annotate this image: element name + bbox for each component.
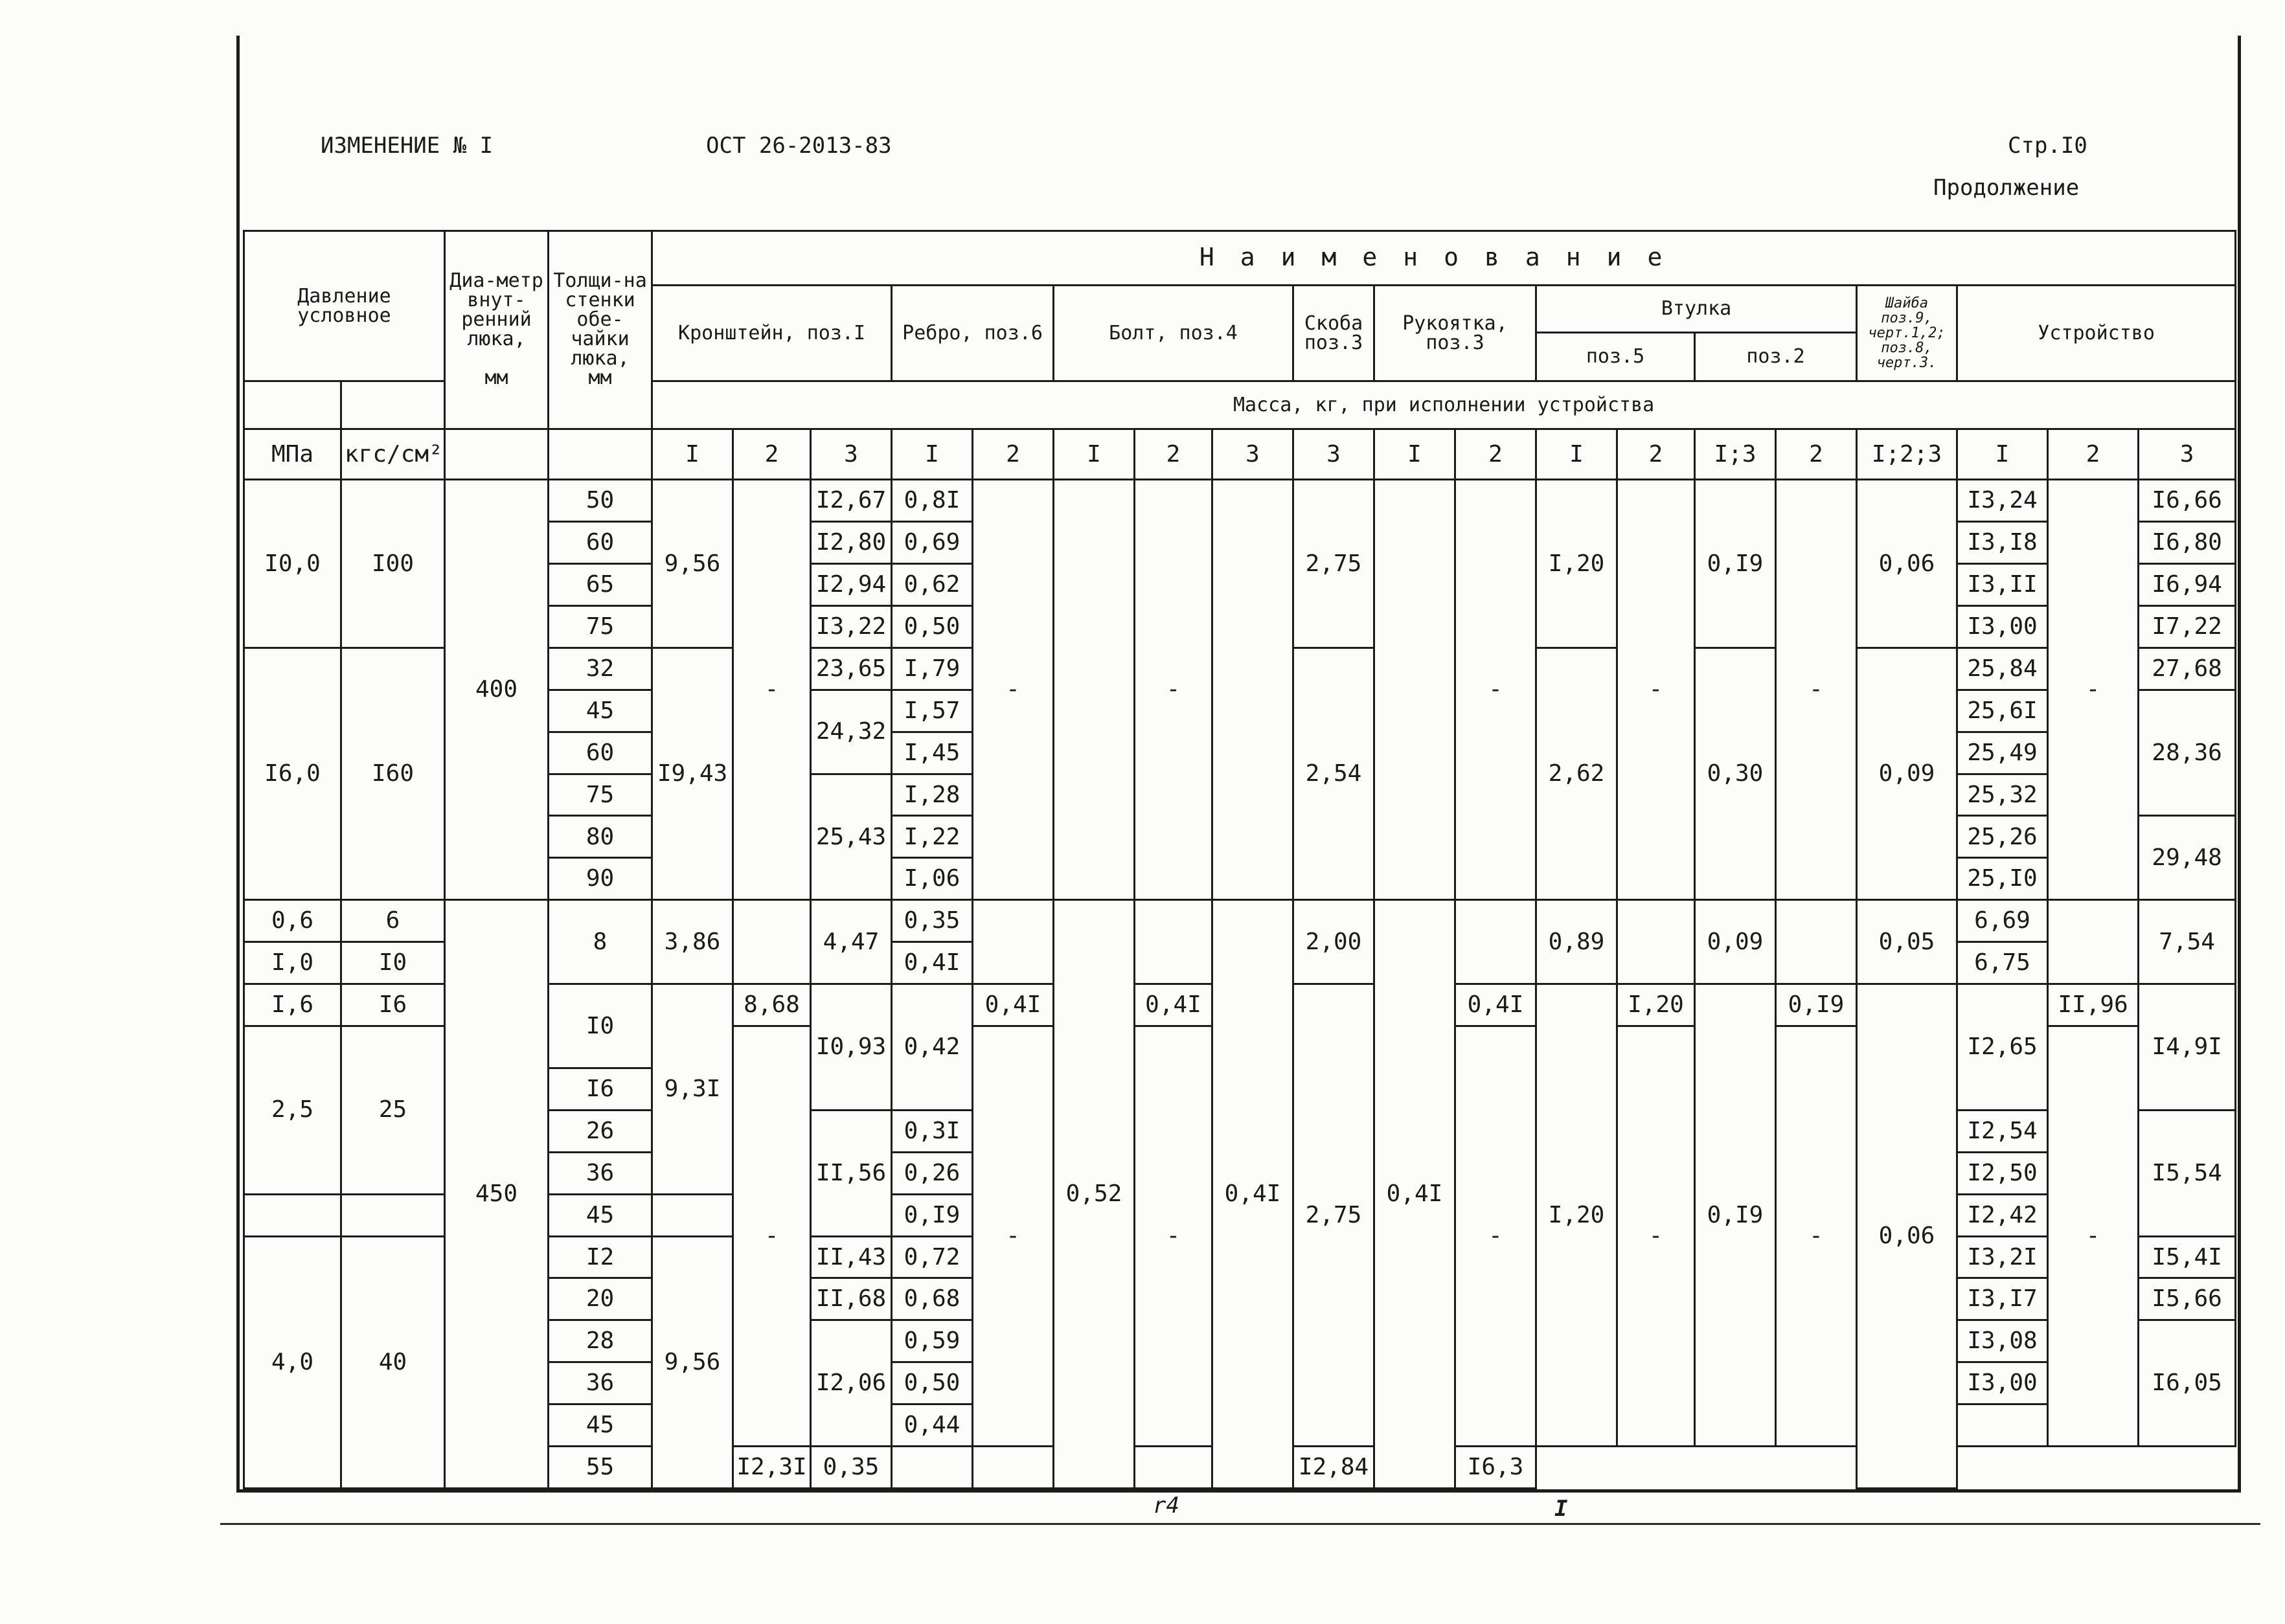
g4-sleeve5-2: I,20: [1617, 984, 1695, 1026]
washer-header: Шайба поз.9, черт.1,2; поз.8, черт.3.: [1857, 285, 1957, 381]
g5-rib1: 0,44: [892, 1404, 973, 1447]
g4-bracket1-blank: [652, 1194, 733, 1236]
g4-device1: I2,42: [1957, 1194, 2048, 1236]
g45-sleeve2-2: -: [1776, 1026, 1857, 1446]
change-number: ИЗМЕНЕНИЕ № I: [321, 133, 494, 159]
g3-mpa: I,0: [244, 942, 341, 984]
g2-thickness: 90: [549, 858, 652, 900]
g1-diameter: 400: [445, 480, 549, 900]
col-sleeve5-1: I: [1536, 429, 1617, 480]
col-bracket-2: 2: [733, 429, 811, 480]
g4-device3: I5,54: [2139, 1110, 2236, 1236]
col-device-1: I: [1957, 429, 2048, 480]
g4-rib1: 0,3I: [892, 1110, 973, 1152]
g1-clamp: 2,75: [1293, 480, 1374, 648]
g5-rib1: 0,35: [811, 1447, 892, 1489]
g1-washer: 0,06: [1857, 480, 1957, 648]
g5-bracket3: I2,3I: [733, 1447, 811, 1489]
g5-rib1: 0,72: [892, 1236, 973, 1278]
g5-thickness: 55: [549, 1447, 652, 1489]
g12-rib2: -: [973, 480, 1054, 900]
naming-header: Наименование: [652, 231, 2236, 286]
g2-bracket3: 25,43: [811, 774, 892, 900]
g2-thickness: 45: [549, 690, 652, 732]
g3-device2: [2048, 900, 2139, 984]
g5-kgf: 40: [341, 1236, 445, 1488]
g2-device1: 25,I0: [1957, 858, 2048, 900]
g5-bracket3: I2,06: [811, 1320, 892, 1447]
g345-bolt1: 0,52: [1054, 900, 1135, 1489]
g4-rib1: 0,26: [892, 1152, 973, 1194]
g2-device3: 28,36: [2139, 690, 2236, 816]
footer-rule: [220, 1523, 2260, 1525]
g4-thickness: I0: [549, 984, 652, 1068]
g4-thickness: 26: [549, 1110, 652, 1152]
g3-clamp: 2,00: [1293, 900, 1374, 984]
g5-thickness: 45: [549, 1404, 652, 1447]
g3-device1: 6,75: [1957, 942, 2048, 984]
g5-device3: I5,66: [2139, 1278, 2236, 1320]
col-bolt-2: 2: [1135, 429, 1212, 480]
g3-device3: 7,54: [2139, 900, 2236, 984]
g3-rib1: 0,35: [892, 900, 973, 942]
g4-device2: II,96: [2048, 984, 2139, 1026]
g1-rib1: 0,69: [892, 522, 973, 564]
col-handle-2: 2: [1455, 429, 1536, 480]
g45-sleeve5: I,20: [1536, 984, 1617, 1447]
g5-bracket3: II,43: [811, 1236, 892, 1278]
g5-device1: I2,84: [1293, 1447, 1374, 1489]
g4-bracket2: 8,68: [733, 984, 811, 1026]
g1-sleeve5: I,20: [1536, 480, 1617, 648]
sleeve-pos5-header: поз.5: [1536, 333, 1695, 381]
g2-bracket3: 24,32: [811, 690, 892, 774]
g1-rib1: 0,50: [892, 605, 973, 648]
g1-device1: I3,24: [1957, 480, 2048, 522]
col-bolt-1: I: [1054, 429, 1135, 480]
bolt-header: Болт, поз.4: [1054, 285, 1293, 381]
g1-thickness: 65: [549, 564, 652, 606]
g1-device3: I6,94: [2139, 564, 2236, 606]
thickness-unit-spacer: [549, 429, 652, 480]
g4-rib1: 0,42: [892, 984, 973, 1111]
g12-handle1: [1374, 480, 1455, 900]
g1-device3: I6,66: [2139, 480, 2236, 522]
g5-thickness: 36: [549, 1362, 652, 1404]
g2-washer: 0,09: [1857, 648, 1957, 899]
g4-handle2: 0,4I: [1455, 984, 1536, 1026]
handle-header: Рукоятка, поз.3: [1374, 285, 1536, 381]
g5-device3: I5,4I: [2139, 1236, 2236, 1278]
g2-sleeve2: 0,30: [1695, 648, 1776, 899]
g5-thickness: I2: [549, 1236, 652, 1278]
g2-thickness: 75: [549, 774, 652, 816]
col-sleeve2-13: I;3: [1695, 429, 1776, 480]
g2-sleeve5: 2,62: [1536, 648, 1617, 899]
g2-device1: 25,84: [1957, 648, 2048, 690]
g45-handle2: -: [1455, 1026, 1536, 1446]
diameter-unit-spacer: [445, 429, 549, 480]
g1-device1: I3,I8: [1957, 522, 2048, 564]
g1-device1: I3,II: [1957, 564, 2048, 606]
g1-sleeve2: 0,I9: [1695, 480, 1776, 648]
g5-thickness: 28: [549, 1320, 652, 1362]
sleeve-pos2-header: поз.2: [1695, 333, 1857, 381]
g2-rib1: I,22: [892, 816, 973, 858]
g4-device1: I2,65: [1957, 984, 2048, 1111]
diameter-header: Диа-метр внут-ренний люка, мм: [445, 231, 549, 429]
footer-mark-right: I: [1554, 1496, 1568, 1522]
g1-thickness: 50: [549, 480, 652, 522]
g2-kgf: I60: [341, 648, 445, 899]
g345-handle1: 0,4I: [1374, 900, 1455, 1489]
g3-bracket3: 4,47: [811, 900, 892, 984]
g2-thickness: 80: [549, 816, 652, 858]
g4-rib1: 0,I9: [892, 1194, 973, 1236]
g3-sleeve5: 0,89: [1536, 900, 1617, 984]
g12-handle2: -: [1455, 480, 1536, 900]
clamp-header: Скоба поз.3: [1293, 285, 1374, 381]
g2-thickness: 32: [549, 648, 652, 690]
g3-bracket2: [733, 900, 811, 984]
g3-kgf: I0: [341, 942, 445, 984]
g45-washer: 0,06: [1857, 984, 1957, 1489]
g12-sleeve2-2: -: [1776, 480, 1857, 900]
g1-bracket3: I2,67: [811, 480, 892, 522]
pressure-header: Давление условное: [244, 231, 445, 381]
g5-mpa: 4,0: [244, 1236, 341, 1488]
col-washer-123: I;2;3: [1857, 429, 1957, 480]
g1-thickness: 60: [549, 522, 652, 564]
g12-sleeve5-2: -: [1617, 480, 1695, 900]
thickness-header: Толщи-на стенки обе-чайки люка, мм: [549, 231, 652, 429]
g5-clamp-blank: [892, 1447, 973, 1489]
g45-sleeve5-2: -: [1617, 1026, 1695, 1446]
g1-bracket3: I2,80: [811, 522, 892, 564]
g3-sleeve2: 0,09: [1695, 900, 1776, 984]
g1-rib1: 0,62: [892, 564, 973, 606]
g1-kgf: I00: [341, 480, 445, 648]
g1-mpa: I0,0: [244, 480, 341, 648]
g3-sleeve2-2: [1776, 900, 1857, 984]
g3-mpa: 0,6: [244, 900, 341, 942]
g2-device1: 25,26: [1957, 816, 2048, 858]
g1-bracket3: I2,94: [811, 564, 892, 606]
g2-rib1: I,28: [892, 774, 973, 816]
g2-device1: 25,49: [1957, 732, 2048, 774]
g4-kgf: I6: [341, 984, 445, 1026]
g2-device3: 29,48: [2139, 816, 2236, 900]
g45-clamp: 2,75: [1293, 984, 1374, 1447]
pressure-mpa-spacer: [244, 381, 341, 429]
col-bracket-3: 3: [811, 429, 892, 480]
g2-device3: 27,68: [2139, 648, 2236, 690]
g12-bolt2: -: [1135, 480, 1212, 900]
footer-mark-left: r4: [1153, 1493, 1179, 1518]
g3-sleeve5-2: [1617, 900, 1695, 984]
g5-sleeve5-blank: [973, 1447, 1054, 1489]
g2-thickness: 60: [549, 732, 652, 774]
g3-rib1: 0,4I: [892, 942, 973, 984]
g5-device3: I6,3: [1455, 1447, 1536, 1489]
g3-thickness: 8: [549, 900, 652, 984]
g4-bolt2: 0,4I: [1135, 984, 1212, 1026]
col-handle-1: I: [1374, 429, 1455, 480]
g45-bolt2: -: [1135, 1026, 1212, 1446]
g345-bolt3: 0,4I: [1212, 900, 1293, 1489]
g45-bracket2: -: [733, 1026, 811, 1446]
g2-rib1: I,57: [892, 690, 973, 732]
g45-device2: -: [2048, 1026, 2139, 1446]
g2-device1: 25,32: [1957, 774, 2048, 816]
g345-diameter: 450: [445, 900, 549, 1489]
g4-thickness: I6: [549, 1068, 652, 1110]
g4-sleeve2-2: 0,I9: [1776, 984, 1857, 1026]
bracket-header: Кронштейн, поз.I: [652, 285, 892, 381]
g4-kgf: 25: [341, 1026, 445, 1194]
g5-device1: I3,00: [1957, 1362, 2048, 1404]
g3-rib2: [973, 900, 1054, 984]
col-rib-1: I: [892, 429, 973, 480]
g1-device3: I6,80: [2139, 522, 2236, 564]
g12-device2: -: [2048, 480, 2139, 900]
device-header: Устройство: [1957, 285, 2236, 381]
g3-washer: 0,05: [1857, 900, 1957, 984]
g5-device3: I6,05: [2139, 1320, 2236, 1447]
col-device-3: 3: [2139, 429, 2236, 480]
g2-clamp: 2,54: [1293, 648, 1374, 899]
g5-device1: I3,08: [1957, 1320, 2048, 1362]
g2-mpa: I6,0: [244, 648, 341, 899]
g12-bolt3: [1212, 480, 1293, 900]
g1-rib1: 0,8I: [892, 480, 973, 522]
g5-clamp-blank: [1957, 1404, 2048, 1447]
g5-rib1: 0,59: [892, 1320, 973, 1362]
g5-device1: I3,2I: [1957, 1236, 2048, 1278]
g4-device1: I2,50: [1957, 1152, 2048, 1194]
g4-bracket3: II,56: [811, 1110, 892, 1236]
g4-bracket1: 9,3I: [652, 984, 733, 1195]
g3-handle2: [1455, 900, 1536, 984]
mass-table: [243, 230, 2234, 1489]
g45-sleeve2: 0,I9: [1695, 984, 1776, 1447]
g4-bracket3: I0,93: [811, 984, 892, 1111]
g2-rib1: I,45: [892, 732, 973, 774]
sleeve-header: Втулка: [1536, 285, 1857, 332]
g4-mpa: I,6: [244, 984, 341, 1026]
g2-rib1: I,06: [892, 858, 973, 900]
g5-rib1: 0,50: [892, 1362, 973, 1404]
mass-header: Масса, кг, при исполнении устройства: [652, 381, 2236, 429]
g5-bracket3: II,68: [811, 1278, 892, 1320]
standard-number: ОСТ 26-2013-83: [706, 133, 892, 159]
col-sleeve5-2: 2: [1617, 429, 1695, 480]
g12-bolt1: [1054, 480, 1135, 900]
g1-bracket1: 9,56: [652, 480, 733, 648]
g1-device1: I3,00: [1957, 605, 2048, 648]
g2-bracket3: 23,65: [811, 648, 892, 690]
g5-thickness: 20: [549, 1278, 652, 1320]
g4-thickness: 45: [549, 1194, 652, 1236]
col-bolt-3: 3: [1212, 429, 1293, 480]
g45-rib2: -: [973, 1026, 1054, 1446]
g4-thickness: 36: [549, 1152, 652, 1194]
unit-mpa: МПа: [244, 429, 341, 480]
continuation-label: Продолжение: [1933, 175, 2080, 201]
col-sleeve2-2: 2: [1776, 429, 1857, 480]
unit-kgf: кгс/см²: [341, 429, 445, 480]
g1-bracket3: I3,22: [811, 605, 892, 648]
g3-bolt2: [1135, 900, 1212, 984]
g4-kgf-blank: [341, 1194, 445, 1236]
col-bracket-1: I: [652, 429, 733, 480]
page-number: Стр.I0: [2008, 133, 2087, 159]
g5-sleeve2-blank: [1135, 1447, 1212, 1489]
g1-device3: I7,22: [2139, 605, 2236, 648]
g4-mpa-blank: [244, 1194, 341, 1236]
rib-header: Ребро, поз.6: [892, 285, 1054, 381]
g1-thickness: 75: [549, 605, 652, 648]
g4-device1: I2,54: [1957, 1110, 2048, 1152]
g4-rib2: 0,4I: [973, 984, 1054, 1026]
g3-device1: 6,69: [1957, 900, 2048, 942]
g4-device3: I4,9I: [2139, 984, 2236, 1111]
g4-mpa: 2,5: [244, 1026, 341, 1194]
g3-kgf: 6: [341, 900, 445, 942]
g2-rib1: I,79: [892, 648, 973, 690]
g3-bracket1: 3,86: [652, 900, 733, 984]
g5-rib1: 0,68: [892, 1278, 973, 1320]
col-rib-2: 2: [973, 429, 1054, 480]
pressure-kgf-spacer: [341, 381, 445, 429]
g12-bracket2: -: [733, 480, 811, 900]
g5-device1: I3,I7: [1957, 1278, 2048, 1320]
g5-bracket1: 9,56: [652, 1236, 733, 1488]
col-device-2: 2: [2048, 429, 2139, 480]
col-clamp-3: 3: [1293, 429, 1374, 480]
g2-device1: 25,6I: [1957, 690, 2048, 732]
g2-bracket1: I9,43: [652, 648, 733, 899]
